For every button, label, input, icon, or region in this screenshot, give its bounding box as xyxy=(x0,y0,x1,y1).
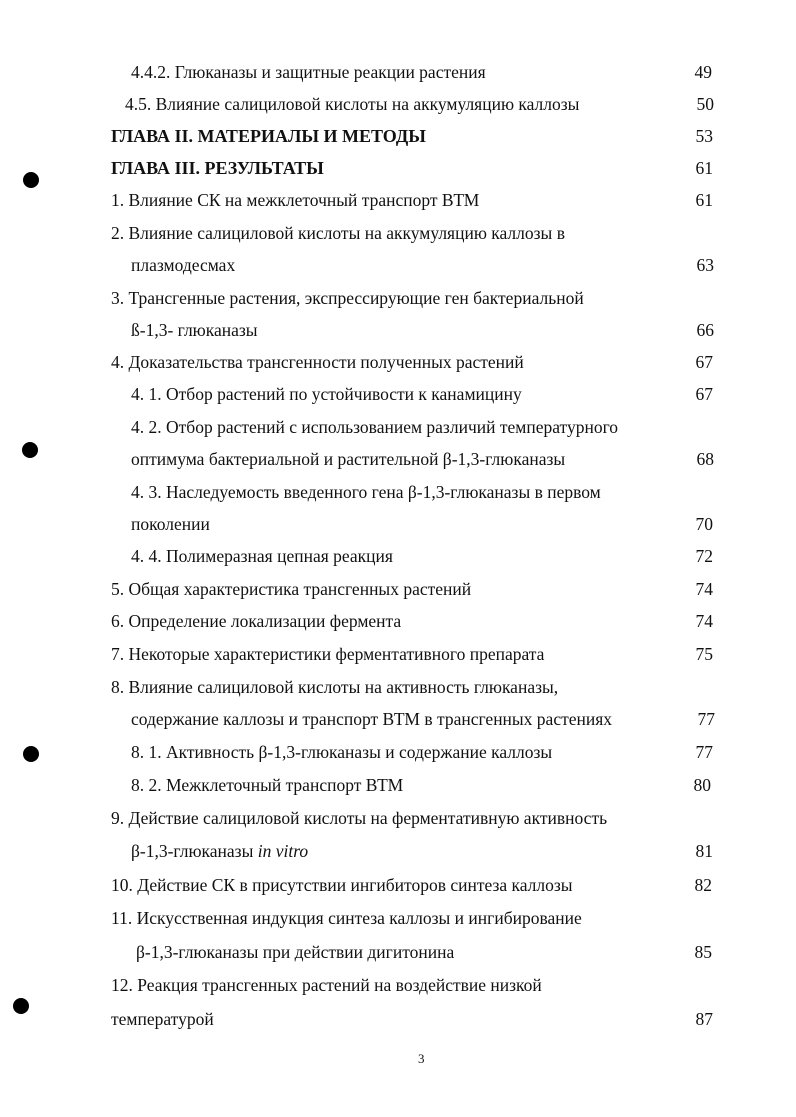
toc-entry-title: 4. 4. Полимеразная цепная реакция xyxy=(131,546,393,566)
toc-entry-page: 53 xyxy=(695,126,713,146)
page-number: 3 xyxy=(418,1051,425,1066)
toc-entry-continuation: температурой xyxy=(111,1009,214,1029)
toc-entry-title: 6. Определение локализации фермента xyxy=(111,611,402,631)
toc-entry-title: 4.5. Влияние салициловой кислоты на аккумуляцию каллозы xyxy=(125,94,580,114)
toc-entry-continuation: поколении xyxy=(131,514,210,534)
toc-entry-page: 81 xyxy=(695,841,713,861)
toc-entry-page: 80 xyxy=(693,775,711,795)
toc-entry-italic-text: in vitro xyxy=(257,841,309,861)
toc-chapter-title: ГЛАВА III. РЕЗУЛЬТАТЫ xyxy=(111,158,324,178)
toc-entry-page: 67 xyxy=(695,384,713,404)
toc-entry-continuation: плазмодесмах xyxy=(131,255,236,275)
toc-entry-title: 4. 3. Наследуемость введенного гена β-1,3-глюканазы в первом xyxy=(131,482,601,502)
toc-entry-continuation xyxy=(131,840,308,862)
toc-entry-page: 72 xyxy=(695,546,713,566)
toc-entry-continuation: содержание каллозы и транспорт ВТМ в трансгенных растениях xyxy=(131,709,613,729)
toc-entry-title: 10. Действие СК в присутствии ингибиторов синтеза каллозы xyxy=(111,875,573,895)
toc-entry-title: 4.4.2. Глюканазы и защитные реакции растения xyxy=(131,62,486,82)
toc-entry-page: 87 xyxy=(695,1009,713,1029)
punch-hole xyxy=(23,746,39,762)
punch-hole xyxy=(23,172,39,188)
toc-entry-continuation-text: β-1,3-глюканазы xyxy=(131,841,254,861)
punch-hole xyxy=(22,442,38,458)
toc-entry-title: 4. Доказательства трансгенности полученных растений xyxy=(111,352,524,372)
toc-entry-continuation: β-1,3-глюканазы при действии дигитонина xyxy=(136,942,455,962)
toc-entry-title: 2. Влияние салициловой кислоты на аккумуляцию каллозы в xyxy=(111,223,565,243)
toc-entry-continuation: оптимума бактериальной и растительной β-1,3-глюканазы xyxy=(131,449,566,469)
toc-entry-title: 11. Искусственная индукция синтеза каллозы и ингибирование xyxy=(111,908,582,928)
toc-entry-page: 66 xyxy=(696,320,714,340)
toc-entry-page: 67 xyxy=(695,352,713,372)
toc-entry-page: 77 xyxy=(695,742,713,762)
toc-entry-title: 4. 2. Отбор растений с использованием различий температурного xyxy=(131,417,619,437)
toc-entry-page: 85 xyxy=(694,942,712,962)
toc-entry-page: 74 xyxy=(695,579,713,599)
toc-entry-page: 82 xyxy=(694,875,712,895)
toc-entry-page: 68 xyxy=(696,449,714,469)
toc-entry-page: 74 xyxy=(695,611,713,631)
toc-entry-title: 8. 2. Межклеточный транспорт ВТМ xyxy=(131,775,404,795)
toc-entry-page: 70 xyxy=(695,514,713,534)
toc-entry-page: 75 xyxy=(695,644,713,664)
toc-entry-page: 63 xyxy=(696,255,714,275)
toc-entry-title: 3. Трансгенные растения, экспрессирующие ген бактериальной xyxy=(111,288,584,308)
toc-entry-title: 12. Реакция трансгенных растений на воздействие низкой xyxy=(111,975,542,995)
toc-entry-title: 1. Влияние СК на межклеточный транспорт ВТМ xyxy=(111,190,480,210)
toc-entry-title: 4. 1. Отбор растений по устойчивости к канамицину xyxy=(131,384,522,404)
toc-entry-page: 61 xyxy=(695,190,713,210)
toc-chapter-title: ГЛАВА II. МАТЕРИАЛЫ И МЕТОДЫ xyxy=(111,126,426,146)
toc-entry-page: 49 xyxy=(694,62,712,82)
toc-entry-title: 8. 1. Активность β-1,3-глюканазы и содержание каллозы xyxy=(131,742,553,762)
toc-entry-page: 61 xyxy=(695,158,713,178)
toc-entry-continuation: ß-1,3- глюканазы xyxy=(131,320,258,340)
punch-hole xyxy=(13,998,29,1014)
toc-entry-title: 8. Влияние салициловой кислоты на активность глюканазы, xyxy=(111,677,559,697)
toc-entry-title: 9. Действие салициловой кислоты на ферментативную активность xyxy=(111,808,608,828)
toc-entry-title: 5. Общая характеристика трансгенных растений xyxy=(111,579,472,599)
toc-entry-page: 77 xyxy=(697,709,715,729)
toc-entry-page: 50 xyxy=(696,94,714,114)
toc-entry-title: 7. Некоторые характеристики ферментативного препарата xyxy=(111,644,545,664)
